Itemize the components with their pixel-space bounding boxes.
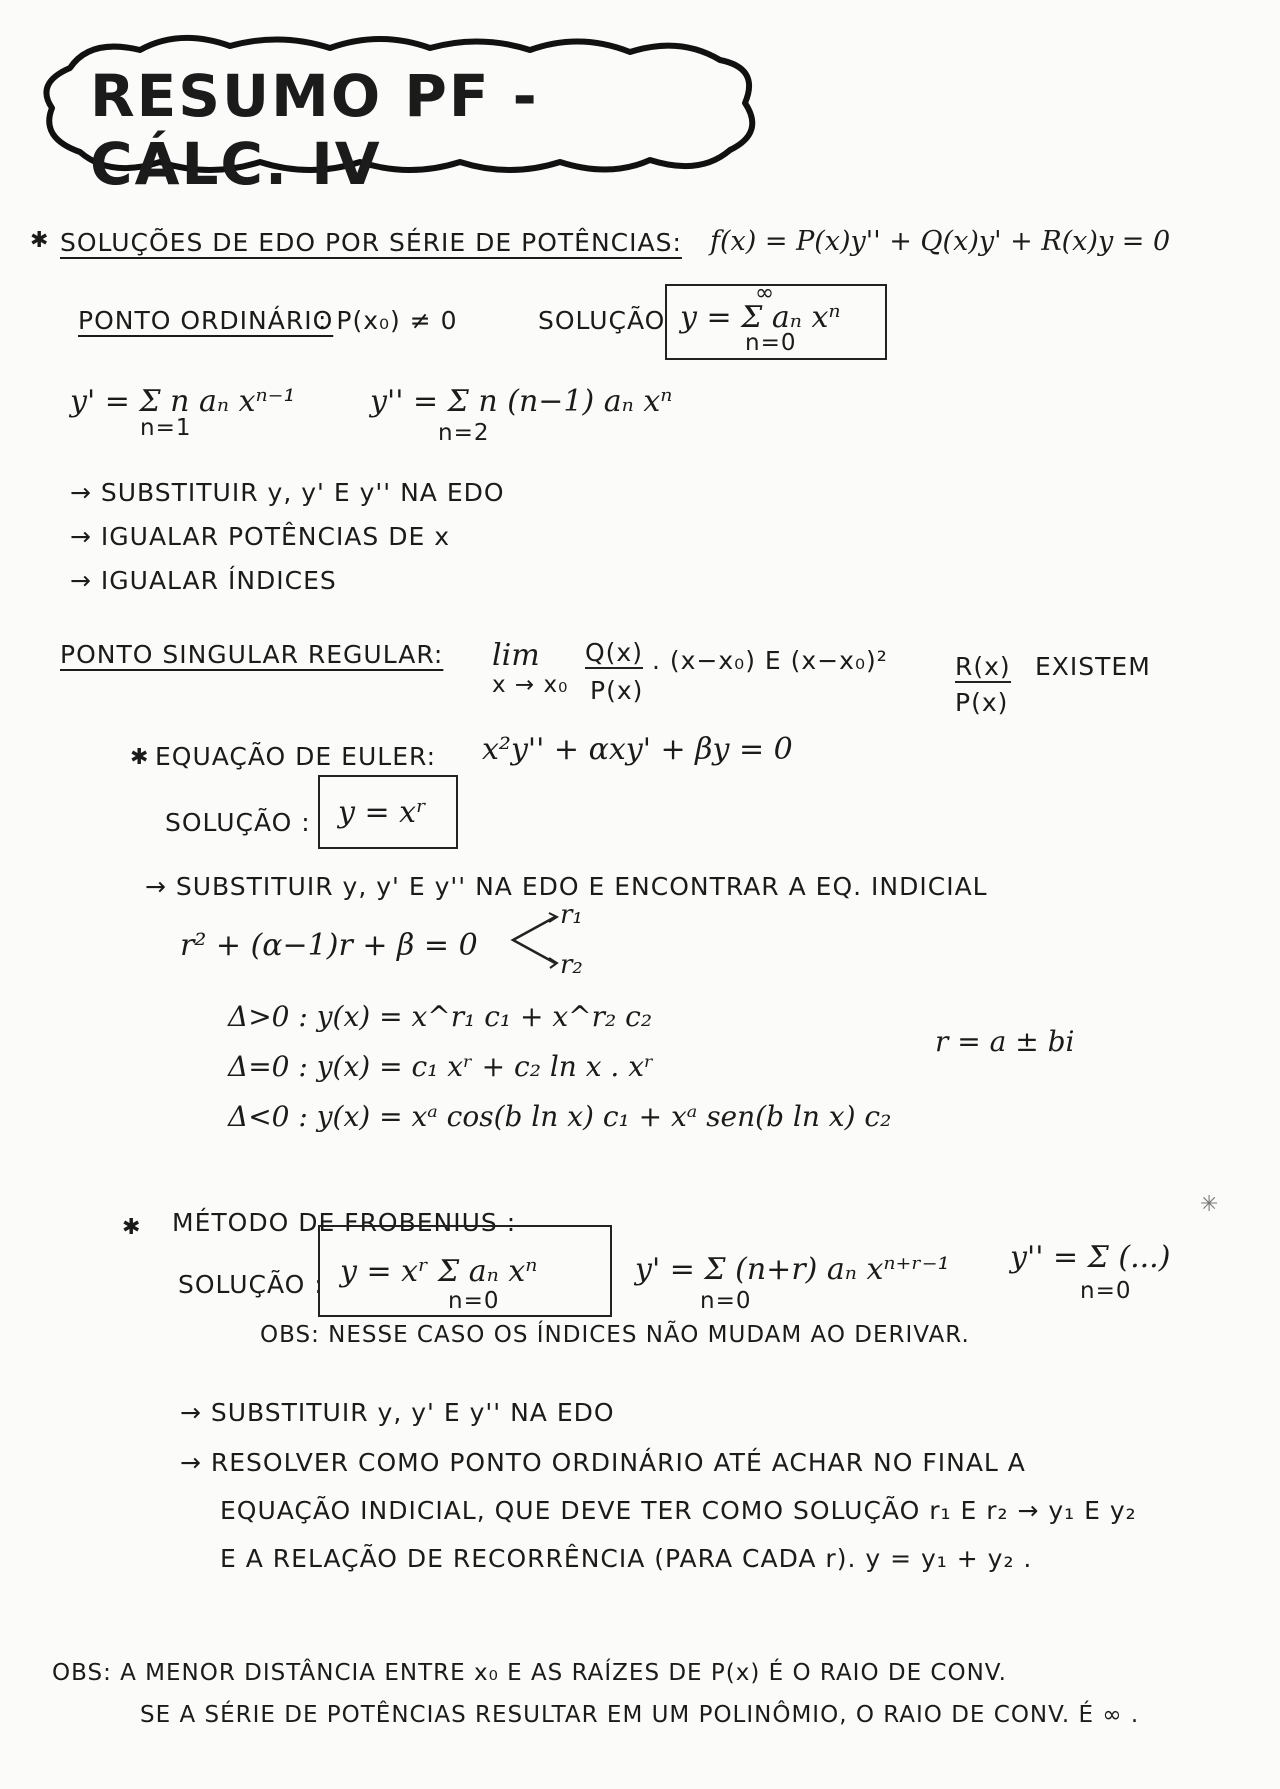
section-heading-power-series: SOLUÇÕES DE EDO POR SÉRIE DE POTÊNCIAS: [60,228,682,257]
frobenius-bullet-icon: ✱ [122,1215,141,1240]
obs-line-1: OBS: A MENOR DISTÂNCIA ENTRE x₀ E AS RAÍZES DE P(x) É O RAIO DE CONV. [52,1660,1007,1686]
case-delta-negative: Δ<0 : y(x) = xᵃ cos(b ln x) c₁ + xᵃ sen(b ln x) c₂ [228,1100,892,1133]
ordinary-solution-formula: y = Σ aₙ xⁿ [680,300,841,335]
euler-solution-label: SOLUÇÃO : [165,808,311,837]
yprime-series: y' = Σ n aₙ xⁿ⁻¹ [70,384,296,419]
indicial-equation: r² + (α−1)r + β = 0 [180,928,478,963]
euler-bullet-icon: ✱ [130,745,149,770]
limit-subscript: x → x₀ [492,672,569,698]
frobenius-yprime: y' = Σ (n+r) aₙ xⁿ⁺ʳ⁻¹ [635,1252,950,1287]
case-delta-positive: Δ>0 : y(x) = x^r₁ c₁ + x^r₂ c₂ [228,1000,653,1033]
cond-exist: EXISTEM [1035,652,1151,681]
limit-symbol: lim [492,638,540,673]
bullet-star-icon: ✱ [30,228,49,253]
frobenius-heading: MÉTODO DE FROBENIUS : [172,1208,517,1237]
euler-step: → SUBSTITUIR y, y' E y'' NA EDO E ENCONTRAR A EQ. INDICIAL [145,872,988,901]
frobenius-solution-label: SOLUÇÃO : [178,1270,324,1299]
step-substitute: → SUBSTITUIR y, y' E y'' NA EDO [70,478,505,507]
frobenius-yprime-sub: n=0 [700,1288,752,1314]
euler-equation: x²y'' + αxy' + βy = 0 [482,732,793,767]
frobenius-solution: y = xʳ Σ aₙ xⁿ [340,1254,538,1289]
ordinary-solution-sup: ∞ [755,280,776,306]
cond1-rest: . (x−x₀) E (x−x₀)² [652,646,888,675]
obs-line-2: SE A SÉRIE DE POTÊNCIAS RESULTAR EM UM POLINÔMIO, O RAIO DE CONV. É ∞ . [140,1702,1140,1728]
ordinary-solution-label: SOLUÇÃO [538,306,666,335]
cond1-numerator: Q(x) [585,638,643,667]
ydouble-series-sub: n=2 [438,420,490,446]
euler-heading: EQUAÇÃO DE EULER: [155,742,437,771]
frobenius-ydouble-sub: n=0 [1080,1278,1132,1304]
ordinary-solution-sub: n=0 [745,330,797,356]
root-r1: r₁ [560,900,583,930]
regular-singular-label: PONTO SINGULAR REGULAR: [60,640,444,669]
frobenius-step-3: EQUAÇÃO INDICIAL, QUE DEVE TER COMO SOLUÇÃO r₁ E r₂ → y₁ E y₂ [220,1496,1137,1525]
complex-root-form: r = a ± bi [935,1025,1075,1058]
cond1-denominator: P(x) [590,676,644,705]
branch-arrows-icon [505,905,565,975]
euler-solution: y = xʳ [338,795,427,830]
frobenius-ydouble: y'' = Σ (...) [1010,1240,1171,1275]
step-equate-powers: → IGUALAR POTÊNCIAS DE x [70,522,451,551]
case-delta-zero: Δ=0 : y(x) = c₁ xʳ + c₂ ln x . xʳ [228,1050,654,1083]
frobenius-note: OBS: NESSE CASO OS ÍNDICES NÃO MUDAM AO DERIVAR. [260,1322,970,1348]
ydouble-series: y'' = Σ n (n−1) aₙ xⁿ [370,384,673,419]
root-r2: r₂ [560,950,583,980]
frobenius-step-1: → SUBSTITUIR y, y' E y'' NA EDO [180,1398,615,1427]
asterisk-mark-icon: ✳ [1200,1192,1219,1217]
cond2-denominator: P(x) [955,688,1009,717]
cond2-numerator: R(x) [955,652,1011,681]
page-title: RESUMO PF - CÁLC. IV [90,62,539,198]
ordinary-point-label: PONTO ORDINÁRIO [78,306,334,335]
frobenius-step-4: E A RELAÇÃO DE RECORRÊNCIA (PARA CADA r). y = y₁ + y₂ . [220,1544,1033,1573]
frobenius-solution-sub: n=0 [448,1288,500,1314]
yprime-series-sub: n=1 [140,415,192,441]
general-edo-equation: f(x) = P(x)y'' + Q(x)y' + R(x)y = 0 [710,226,1171,257]
frobenius-step-2: → RESOLVER COMO PONTO ORDINÁRIO ATÉ ACHAR NO FINAL A [180,1448,1026,1477]
step-equate-indices: → IGUALAR ÍNDICES [70,566,337,595]
ordinary-point-condition: : P(x₀) ≠ 0 [318,306,458,335]
